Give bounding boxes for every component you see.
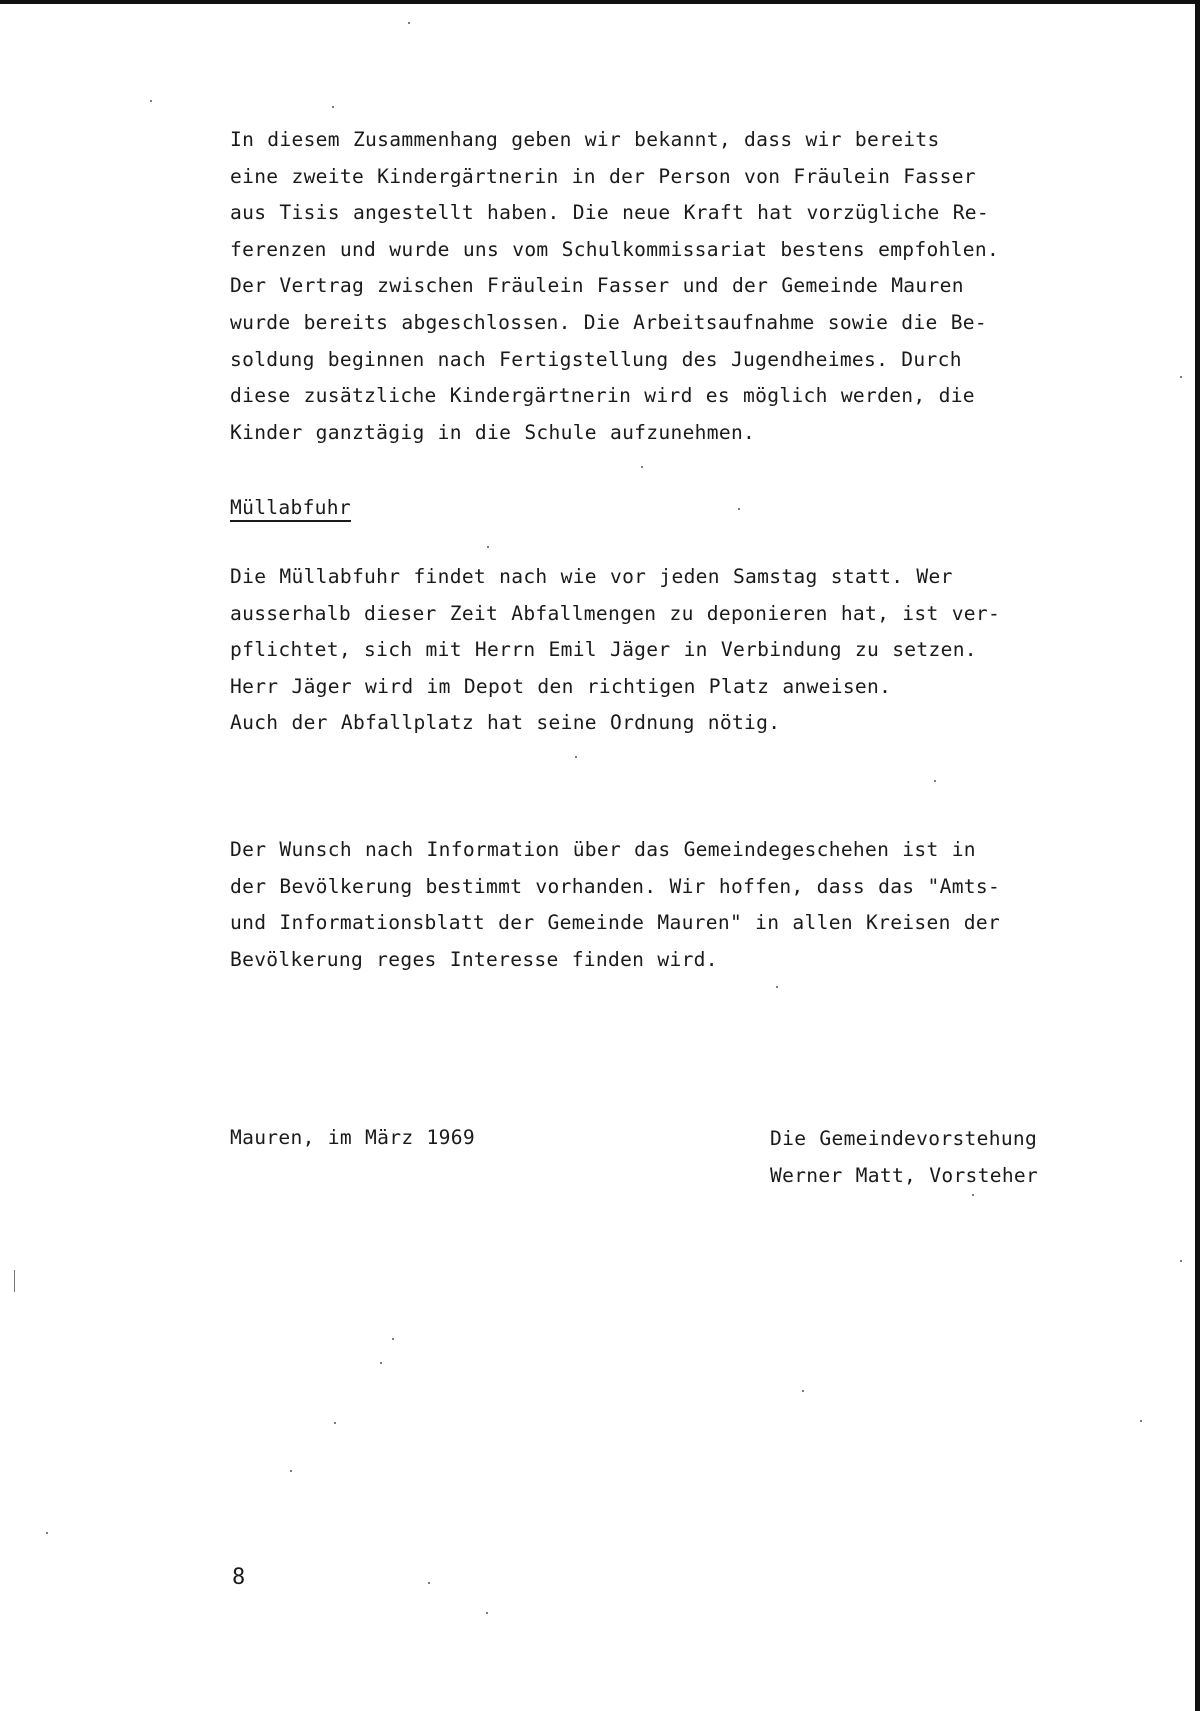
scan-speck <box>776 986 778 988</box>
scan-mark-left <box>14 1270 15 1292</box>
text-line: aus Tisis angestellt haben. Die neue Kraft hat vorzügliche Re- <box>230 201 989 225</box>
text-line: Herr Jäger wird im Depot den richtigen Platz anweisen. <box>230 674 892 698</box>
text-line: Auch der Abfallplatz hat seine Ordnung nötig. <box>230 711 781 735</box>
scan-speck <box>1180 1260 1182 1262</box>
scan-speck <box>380 1362 382 1364</box>
scan-speck <box>428 1582 430 1584</box>
text-line: soldung beginnen nach Fertigstellung des Jugendheimes. Durch <box>230 347 962 371</box>
scan-speck <box>934 780 936 782</box>
scan-speck <box>332 106 334 108</box>
text-line: In diesem Zusammenhang geben wir bekannt, dass wir bereits <box>230 128 940 151</box>
text-line: ferenzen und wurde uns vom Schulkommissariat bestens empfohlen. <box>230 237 1000 261</box>
scan-speck <box>802 1390 804 1392</box>
signature-line: Die Gemeindevorstehung <box>770 1127 1038 1150</box>
scan-speck <box>46 1532 48 1534</box>
text-line: eine zweite Kindergärtnerin in der Person von Fräulein Fasser <box>230 164 976 188</box>
text-line: Kinder ganztägig in die Schule aufzunehmen. <box>230 420 756 444</box>
section-heading-muellabfuhr: Müllabfuhr <box>230 496 351 519</box>
text-line: wurde bereits abgeschlossen. Die Arbeitsaufnahme sowie die Be- <box>230 310 987 334</box>
place-and-date: Mauren, im März 1969 <box>230 1126 475 1149</box>
scan-speck <box>972 1194 974 1196</box>
scan-speck <box>641 466 643 468</box>
scan-speck <box>334 1422 336 1424</box>
text-line: Der Vertrag zwischen Fräulein Fasser und der Gemeinde Mauren <box>230 274 964 298</box>
text-line: ausserhalb dieser Zeit Abfallmengen zu deponieren hat, ist ver- <box>230 601 1001 625</box>
text-line: pflichtet, sich mit Herrn Emil Jäger in Verbindung zu setzen. <box>230 638 977 662</box>
text-line: diese zusätzliche Kindergärtnerin wird es möglich werden, die <box>230 384 975 408</box>
text-line: Bevölkerung reges Interesse finden wird. <box>230 947 718 971</box>
scan-speck <box>290 1470 292 1472</box>
text-line: der Bevölkerung bestimmt vorhanden. Wir hoffen, dass das "Amts- <box>230 874 1001 898</box>
text-line: Der Wunsch nach Information über das Gemeindegeschehen ist in <box>230 838 976 861</box>
text-line: Die Müllabfuhr findet nach wie vor jeden Samstag statt. Wer <box>230 565 953 588</box>
paragraph-kindergarten <box>230 122 1100 451</box>
scan-border-right <box>1195 0 1200 1711</box>
scan-speck <box>1180 376 1182 378</box>
scan-speck <box>392 1338 394 1340</box>
paragraph-muellabfuhr <box>230 559 1100 742</box>
signature-block <box>770 1120 1070 1194</box>
scan-speck <box>150 100 152 102</box>
scan-speck <box>738 508 740 510</box>
scan-speck <box>1140 1420 1142 1422</box>
paragraph-information <box>230 832 1100 978</box>
page-number: 8 <box>232 1565 246 1590</box>
scan-speck <box>408 22 410 24</box>
scan-speck <box>575 756 577 758</box>
signature-line: Werner Matt, Vorsteher <box>770 1164 1039 1187</box>
scan-border-top <box>0 0 1200 4</box>
text-line: und Informationsblatt der Gemeinde Mauren" in allen Kreisen der <box>230 911 1001 935</box>
scan-speck <box>487 546 489 548</box>
scan-speck <box>486 1612 488 1614</box>
